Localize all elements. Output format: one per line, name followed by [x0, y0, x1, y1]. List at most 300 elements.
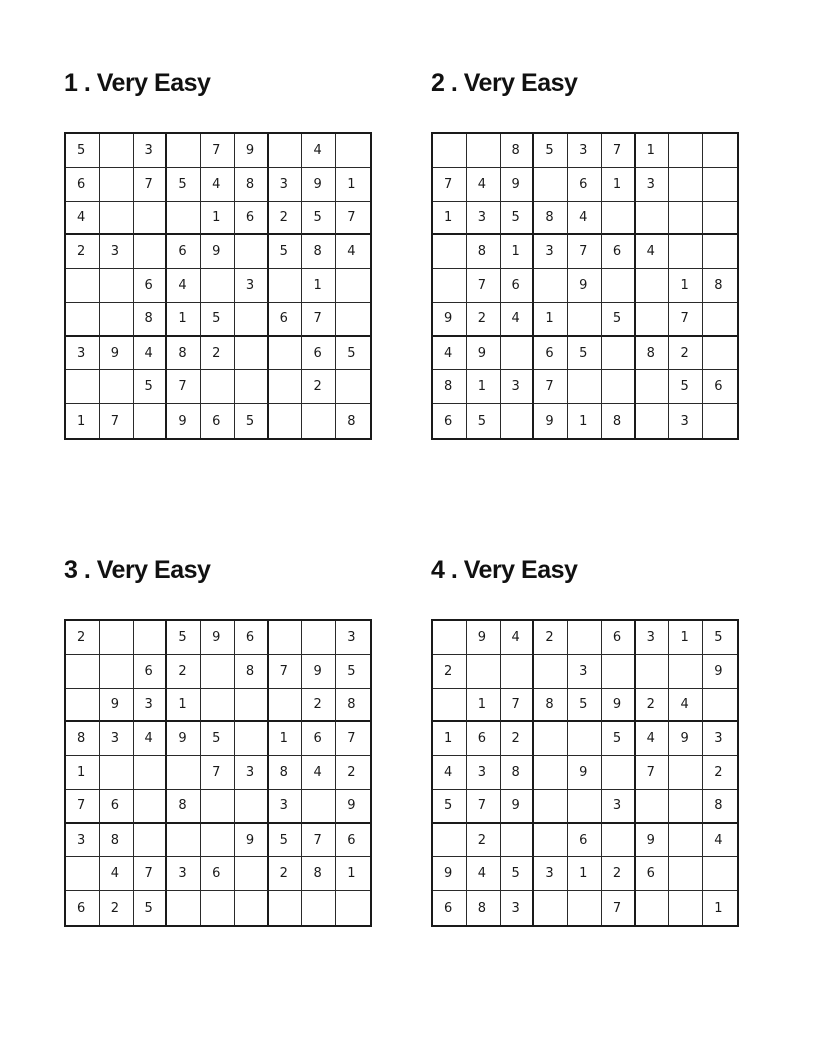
- sudoku-cell: 7: [602, 891, 636, 925]
- sudoku-cell: [201, 655, 235, 689]
- sudoku-cell: [568, 891, 602, 925]
- sudoku-cell: [669, 891, 703, 925]
- sudoku-cell: 9: [302, 655, 336, 689]
- sudoku-cell: [534, 824, 568, 858]
- sudoku-cell: [66, 655, 100, 689]
- sudoku-cell: 2: [669, 337, 703, 371]
- sudoku-cell: 6: [235, 202, 269, 236]
- sudoku-cell: [669, 168, 703, 202]
- sudoku-cell: 3: [703, 722, 737, 756]
- sudoku-cell: [100, 756, 134, 790]
- sudoku-cell: [602, 824, 636, 858]
- sudoku-cell: 9: [534, 404, 568, 438]
- sudoku-cell: [134, 235, 168, 269]
- sudoku-cell: [568, 303, 602, 337]
- sudoku-cell: 4: [636, 722, 670, 756]
- sudoku-cell: [433, 269, 467, 303]
- sudoku-cell: 5: [336, 337, 370, 371]
- sudoku-cell: 5: [66, 134, 100, 168]
- sudoku-cell: [167, 756, 201, 790]
- sudoku-cell: [167, 134, 201, 168]
- sudoku-cell: 1: [433, 202, 467, 236]
- sudoku-cell: [602, 370, 636, 404]
- sudoku-cell: 9: [336, 790, 370, 824]
- sudoku-cell: 5: [669, 370, 703, 404]
- sudoku-cell: 5: [336, 655, 370, 689]
- sudoku-cell: [235, 337, 269, 371]
- sudoku-cell: 4: [336, 235, 370, 269]
- sudoku-cell: 6: [568, 168, 602, 202]
- sudoku-cell: 8: [100, 824, 134, 858]
- sudoku-cell: [501, 337, 535, 371]
- sudoku-cell: 3: [467, 202, 501, 236]
- sudoku-cell: 6: [467, 722, 501, 756]
- sudoku-cell: 7: [201, 134, 235, 168]
- sudoku-cell: 8: [703, 790, 737, 824]
- sudoku-cell: 4: [100, 857, 134, 891]
- sudoku-cell: [100, 202, 134, 236]
- sudoku-cell: [568, 370, 602, 404]
- sudoku-cell: 6: [602, 235, 636, 269]
- sudoku-cell: 1: [167, 689, 201, 723]
- sudoku-cell: [134, 202, 168, 236]
- sudoku-cell: 9: [433, 303, 467, 337]
- sudoku-cell: [636, 269, 670, 303]
- sudoku-cell: 5: [201, 722, 235, 756]
- sudoku-cell: [568, 621, 602, 655]
- sudoku-cell: 3: [134, 689, 168, 723]
- sudoku-cell: 8: [636, 337, 670, 371]
- sudoku-cell: 8: [235, 655, 269, 689]
- sudoku-cell: [134, 824, 168, 858]
- sudoku-cell: [534, 168, 568, 202]
- sudoku-cell: 4: [467, 857, 501, 891]
- sudoku-cell: [636, 655, 670, 689]
- puzzle-title: 3 . Very Easy: [64, 556, 211, 584]
- sudoku-cell: [134, 404, 168, 438]
- sudoku-cell: 2: [467, 824, 501, 858]
- sudoku-cell: [167, 891, 201, 925]
- sudoku-cell: [201, 790, 235, 824]
- sudoku-cell: [568, 790, 602, 824]
- sudoku-cell: [134, 756, 168, 790]
- sudoku-cell: 3: [66, 824, 100, 858]
- sudoku-cell: 2: [467, 303, 501, 337]
- sudoku-cell: [66, 269, 100, 303]
- sudoku-cell: 3: [235, 269, 269, 303]
- sudoku-cell: [134, 790, 168, 824]
- sudoku-cell: [269, 404, 303, 438]
- sudoku-cell: 9: [568, 269, 602, 303]
- puzzle-3: [60, 555, 370, 916]
- sudoku-cell: [534, 756, 568, 790]
- sudoku-cell: [100, 621, 134, 655]
- sudoku-cell: 3: [534, 235, 568, 269]
- sudoku-cell: 7: [167, 370, 201, 404]
- sudoku-cell: 5: [501, 202, 535, 236]
- sudoku-grid: [431, 619, 739, 927]
- sudoku-cell: [501, 824, 535, 858]
- sudoku-cell: 4: [134, 337, 168, 371]
- sudoku-cell: 5: [201, 303, 235, 337]
- sudoku-cell: [336, 303, 370, 337]
- sudoku-cell: [66, 857, 100, 891]
- sudoku-cell: 7: [66, 790, 100, 824]
- sudoku-cell: 1: [467, 370, 501, 404]
- sudoku-cell: 6: [602, 621, 636, 655]
- sudoku-cell: 8: [347, 413, 356, 429]
- sudoku-cell: [269, 621, 303, 655]
- sudoku-cell: [703, 202, 737, 236]
- sudoku-cell: 3: [269, 790, 303, 824]
- sudoku-cell: 9: [302, 168, 336, 202]
- sudoku-cell: 6: [636, 857, 670, 891]
- sudoku-cell: 9: [235, 134, 269, 168]
- sudoku-cell: [302, 621, 336, 655]
- sudoku-cell: 8: [602, 404, 636, 438]
- sudoku-cell: 3: [467, 756, 501, 790]
- sudoku-cell: [100, 269, 134, 303]
- sudoku-cell: [336, 891, 370, 925]
- sudoku-cell: [269, 891, 303, 925]
- sudoku-cell: 6: [201, 857, 235, 891]
- sudoku-cell: 2: [433, 655, 467, 689]
- sudoku-cell: [467, 655, 501, 689]
- sudoku-cell: 6: [66, 168, 100, 202]
- sudoku-cell: 1: [669, 269, 703, 303]
- sudoku-cell: 4: [302, 134, 336, 168]
- sudoku-cell: [201, 370, 235, 404]
- sudoku-cell: 8: [501, 756, 535, 790]
- sudoku-cell: 2: [501, 722, 535, 756]
- sudoku-cell: [703, 303, 737, 337]
- sudoku-cell: [534, 891, 568, 925]
- sudoku-cell: 8: [167, 337, 201, 371]
- puzzle-1: [60, 68, 370, 429]
- sudoku-cell: 6: [167, 235, 201, 269]
- sudoku-cell: 2: [336, 756, 370, 790]
- sudoku-cell: [235, 303, 269, 337]
- sudoku-cell: 5: [602, 722, 636, 756]
- sudoku-cell: [100, 370, 134, 404]
- sudoku-cell: 1: [167, 303, 201, 337]
- sudoku-cell: 2: [66, 621, 100, 655]
- sudoku-cell: [703, 235, 737, 269]
- sudoku-cell: [703, 857, 737, 891]
- sudoku-cell: 1: [501, 235, 535, 269]
- sudoku-cell: [269, 689, 303, 723]
- sudoku-cell: 9: [235, 824, 269, 858]
- sudoku-cell: 1: [669, 621, 703, 655]
- sudoku-cell: 2: [269, 202, 303, 236]
- sudoku-cell: 7: [669, 303, 703, 337]
- sudoku-cell: 7: [201, 756, 235, 790]
- sudoku-cell: [669, 756, 703, 790]
- sudoku-cell: 1: [433, 722, 467, 756]
- sudoku-cell: 8: [269, 756, 303, 790]
- sudoku-cell: [669, 134, 703, 168]
- sudoku-cell: 8: [336, 689, 370, 723]
- sudoku-cell: 9: [501, 168, 535, 202]
- sudoku-cell: 3: [100, 722, 134, 756]
- sudoku-cell: 1: [467, 689, 501, 723]
- sudoku-cell: 6: [336, 824, 370, 858]
- sudoku-cell: 9: [433, 857, 467, 891]
- sudoku-cell: 4: [433, 756, 467, 790]
- sudoku-cell: [602, 269, 636, 303]
- sudoku-cell: [501, 404, 535, 438]
- sudoku-cell: 1: [201, 202, 235, 236]
- sudoku-cell: 4: [669, 689, 703, 723]
- sudoku-cell: [235, 722, 269, 756]
- sudoku-cell: 6: [433, 404, 467, 438]
- sudoku-cell: 7: [302, 824, 336, 858]
- sudoku-cell: 3: [501, 370, 535, 404]
- sudoku-cell: 8: [467, 891, 501, 925]
- sudoku-cell: 6: [501, 269, 535, 303]
- puzzle-4: [427, 555, 737, 916]
- sudoku-cell: 2: [703, 756, 737, 790]
- sudoku-cell: 5: [501, 857, 535, 891]
- sudoku-cell: 3: [669, 404, 703, 438]
- sudoku-cell: [66, 689, 100, 723]
- sudoku-cell: 3: [167, 857, 201, 891]
- sudoku-cell: [302, 790, 336, 824]
- sudoku-cell: 2: [534, 621, 568, 655]
- sudoku-cell: [703, 404, 737, 438]
- sudoku-cell: [134, 621, 168, 655]
- sudoku-cell: 4: [201, 168, 235, 202]
- sudoku-cell: [703, 134, 737, 168]
- sudoku-cell: 3: [100, 235, 134, 269]
- sudoku-cell: [669, 655, 703, 689]
- sudoku-cell: [269, 269, 303, 303]
- sudoku-cell: [336, 370, 370, 404]
- sudoku-cell: [636, 404, 670, 438]
- sudoku-cell: 5: [568, 337, 602, 371]
- sudoku-cell: [336, 134, 370, 168]
- sudoku-cell: 6: [201, 404, 235, 438]
- sudoku-cell: 2: [100, 891, 134, 925]
- sudoku-cell: 2: [167, 655, 201, 689]
- sudoku-cell: 4: [501, 621, 535, 655]
- sudoku-grid: [64, 132, 372, 440]
- sudoku-cell: [636, 303, 670, 337]
- sudoku-cell: 2: [66, 235, 100, 269]
- sudoku-cell: 9: [467, 337, 501, 371]
- puzzle-title: 1 . Very Easy: [64, 69, 211, 97]
- sudoku-cell: 7: [534, 370, 568, 404]
- sudoku-cell: 4: [66, 202, 100, 236]
- sudoku-cell: 1: [302, 269, 336, 303]
- sudoku-cell: 6: [134, 655, 168, 689]
- sudoku-cell: [235, 891, 269, 925]
- sudoku-cell: 6: [433, 891, 467, 925]
- sudoku-cell: 5: [568, 689, 602, 723]
- sudoku-cell: 7: [336, 202, 370, 236]
- sudoku-cell: 2: [302, 689, 336, 723]
- sudoku-cell: 2: [302, 370, 336, 404]
- sudoku-cell: 9: [201, 621, 235, 655]
- sudoku-cell: 4: [134, 722, 168, 756]
- sudoku-cell: 1: [66, 756, 100, 790]
- sudoku-cell: 8: [501, 134, 535, 168]
- sudoku-cell: [302, 404, 336, 438]
- sudoku-cell: [467, 134, 501, 168]
- sudoku-cell: [167, 824, 201, 858]
- sudoku-cell: 6: [66, 891, 100, 925]
- sudoku-cell: 7: [636, 756, 670, 790]
- sudoku-cell: 5: [534, 134, 568, 168]
- sudoku-cell: 6: [534, 337, 568, 371]
- sudoku-cell: 4: [433, 337, 467, 371]
- sudoku-cell: 8: [235, 168, 269, 202]
- puzzle-title: 4 . Very Easy: [431, 556, 578, 584]
- sudoku-cell: 6: [100, 790, 134, 824]
- sudoku-cell: [534, 722, 568, 756]
- sudoku-cell: 1: [568, 404, 602, 438]
- sudoku-cell: 9: [167, 404, 201, 438]
- sudoku-cell: [201, 689, 235, 723]
- sudoku-cell: 9: [501, 790, 535, 824]
- sudoku-cell: [534, 790, 568, 824]
- sudoku-cell: [269, 337, 303, 371]
- sudoku-cell: 5: [269, 824, 303, 858]
- sudoku-cell: 8: [167, 790, 201, 824]
- sudoku-cell: [269, 134, 303, 168]
- sudoku-cell: 9: [167, 722, 201, 756]
- sudoku-cell: [602, 337, 636, 371]
- sudoku-cell: 9: [100, 689, 134, 723]
- sudoku-cell: 5: [269, 235, 303, 269]
- sudoku-cell: 1: [602, 168, 636, 202]
- sudoku-cell: 8: [534, 202, 568, 236]
- sudoku-cell: [534, 655, 568, 689]
- sudoku-cell: [201, 891, 235, 925]
- sudoku-cell: [66, 370, 100, 404]
- sudoku-cell: 5: [302, 202, 336, 236]
- sudoku-cell: 8: [534, 689, 568, 723]
- sudoku-cell: 5: [467, 404, 501, 438]
- sudoku-cell: 7: [501, 689, 535, 723]
- sudoku-cell: 4: [302, 756, 336, 790]
- sudoku-grid: [64, 619, 372, 927]
- sudoku-cell: 3: [636, 168, 670, 202]
- sudoku-cell: 6: [302, 337, 336, 371]
- sudoku-cell: [636, 790, 670, 824]
- sudoku-cell: 9: [467, 621, 501, 655]
- sudoku-cell: 7: [602, 134, 636, 168]
- sudoku-cell: 3: [66, 337, 100, 371]
- sudoku-cell: [433, 235, 467, 269]
- sudoku-cell: [336, 269, 370, 303]
- sudoku-cell: 5: [134, 370, 168, 404]
- sudoku-cell: [167, 202, 201, 236]
- sudoku-cell: [669, 202, 703, 236]
- sudoku-cell: [302, 891, 336, 925]
- sudoku-cell: [433, 824, 467, 858]
- sudoku-cell: 8: [302, 235, 336, 269]
- sudoku-cell: [269, 370, 303, 404]
- sudoku-cell: 4: [568, 202, 602, 236]
- sudoku-cell: [636, 891, 670, 925]
- sudoku-cell: [100, 303, 134, 337]
- sudoku-cell: [433, 689, 467, 723]
- sudoku-cell: 5: [703, 621, 737, 655]
- sudoku-cell: 1: [568, 857, 602, 891]
- sudoku-cell: 9: [100, 337, 134, 371]
- sudoku-cell: 7: [100, 404, 134, 438]
- sudoku-cell: [100, 134, 134, 168]
- sudoku-cell: 2: [201, 337, 235, 371]
- sudoku-cell: 3: [336, 621, 370, 655]
- sudoku-cell: 8: [66, 722, 100, 756]
- sudoku-cell: [568, 722, 602, 756]
- sudoku-cell: [100, 655, 134, 689]
- sudoku-cell: 1: [534, 303, 568, 337]
- sudoku-cell: [703, 689, 737, 723]
- sudoku-cell: [201, 824, 235, 858]
- sudoku-cell: [602, 655, 636, 689]
- sudoku-cell: [433, 134, 467, 168]
- sudoku-cell: 4: [467, 168, 501, 202]
- sudoku-cell: 1: [636, 134, 670, 168]
- sudoku-cell: 7: [568, 235, 602, 269]
- sudoku-cell: 7: [134, 168, 168, 202]
- sudoku-cell: 1: [714, 900, 723, 916]
- sudoku-cell: 8: [703, 269, 737, 303]
- sudoku-cell: 5: [167, 168, 201, 202]
- sudoku-cell: 1: [336, 857, 370, 891]
- sudoku-cell: 3: [269, 168, 303, 202]
- sudoku-cell: 8: [433, 370, 467, 404]
- sudoku-cell: 3: [534, 857, 568, 891]
- sudoku-cell: 6: [269, 303, 303, 337]
- sudoku-cell: [501, 655, 535, 689]
- sudoku-cell: 9: [636, 824, 670, 858]
- sudoku-cell: 6: [568, 824, 602, 858]
- sudoku-cell: 9: [669, 722, 703, 756]
- sudoku-cell: 4: [636, 235, 670, 269]
- sudoku-cell: 4: [167, 269, 201, 303]
- sudoku-cell: 6: [235, 621, 269, 655]
- sudoku-cell: 2: [636, 689, 670, 723]
- sudoku-cell: 7: [302, 303, 336, 337]
- sudoku-cell: [703, 168, 737, 202]
- sudoku-cell: 5: [235, 404, 269, 438]
- sudoku-cell: [235, 790, 269, 824]
- sudoku-cell: 9: [568, 756, 602, 790]
- sudoku-cell: [235, 689, 269, 723]
- sudoku-grid: [431, 132, 739, 440]
- sudoku-cell: 3: [602, 790, 636, 824]
- sudoku-cell: [201, 269, 235, 303]
- sudoku-cell: [669, 824, 703, 858]
- sudoku-cell: 3: [235, 756, 269, 790]
- sudoku-cell: [235, 857, 269, 891]
- sudoku-cell: 8: [302, 857, 336, 891]
- puzzle-2: [427, 68, 737, 429]
- puzzle-title: 2 . Very Easy: [431, 69, 578, 97]
- sudoku-cell: 7: [134, 857, 168, 891]
- sudoku-cell: 3: [134, 134, 168, 168]
- sudoku-cell: [636, 370, 670, 404]
- sudoku-cell: 3: [568, 655, 602, 689]
- sudoku-cell: 6: [703, 370, 737, 404]
- sudoku-cell: 7: [269, 655, 303, 689]
- sudoku-cell: 9: [703, 655, 737, 689]
- sudoku-cell: 4: [501, 303, 535, 337]
